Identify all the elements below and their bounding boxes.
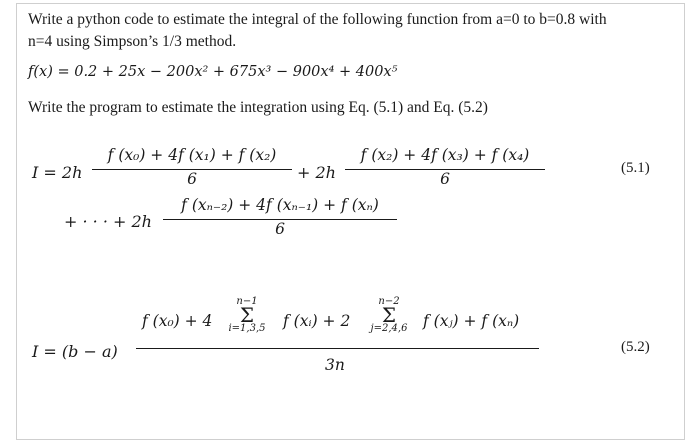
eq52-sum2-upper-limit: n−2 [378, 296, 400, 307]
eq51-frac1 [92, 146, 292, 188]
eq52-sum1 [224, 296, 270, 334]
eq51-frac3 [163, 196, 397, 238]
eq51-frac3-denominator: 6 [275, 220, 285, 238]
eq51-plus-2h: + 2h [297, 163, 336, 182]
eq51-continuation: + · · · + 2h [64, 212, 152, 231]
eq51-frac1-denominator: 6 [187, 170, 197, 188]
eq52-denominator: 3n [325, 356, 345, 374]
eq51-frac1-bar [92, 169, 292, 170]
eq51-frac1-numerator: f (x₀) + 4f (x₁) + f (x₂) [107, 146, 277, 164]
eq52-sum1-sigma: Σ [239, 303, 255, 327]
eq52-sum2 [364, 296, 414, 334]
instruction-line: Write the program to estimate the integration using Eq. (5.1) and Eq. (5.2) [28, 99, 488, 116]
eq52-numerator-part-c: f (xⱼ) + f (xₙ) [423, 312, 520, 330]
eq51-frac2 [345, 146, 545, 188]
eq52-sum2-lower-limit: j=2,4,6 [370, 323, 408, 334]
eq52-numerator-part-b: f (xᵢ) + 2 [283, 312, 351, 330]
eq51-frac2-bar [345, 169, 545, 170]
eq51-frac3-numerator: f (xₙ₋₂) + 4f (xₙ₋₁) + f (xₙ) [181, 196, 379, 214]
eq51-frac2-denominator: 6 [440, 170, 450, 188]
eq52-sum2-sigma: Σ [381, 303, 397, 327]
problem-line-2: n=4 using Simpson’s 1/3 method. [28, 33, 237, 50]
function-definition: f(x) = 0.2 + 25x − 200x² + 675x³ − 900x⁴ + 400x⁵ [28, 64, 398, 80]
eq51-lhs: I = 2h [32, 163, 83, 182]
eq52-numerator-part-a: f (x₀) + 4 [142, 312, 213, 330]
eq52-sum1-upper-limit: n−1 [236, 296, 258, 307]
problem-line-1: Write a python code to estimate the integral of the following function from a=0 to b=0.8 with [28, 11, 607, 28]
eq52-fraction-bar [136, 348, 539, 349]
eq51-number: (5.1) [621, 160, 650, 176]
eq52-number: (5.2) [621, 339, 650, 355]
eq51-frac2-numerator: f (x₂) + 4f (x₃) + f (x₄) [360, 146, 530, 164]
eq51-frac3-bar [163, 219, 397, 220]
eq52-lhs: I = (b − a) [32, 342, 118, 361]
eq52-sum1-lower-limit: i=1,3,5 [228, 323, 266, 334]
